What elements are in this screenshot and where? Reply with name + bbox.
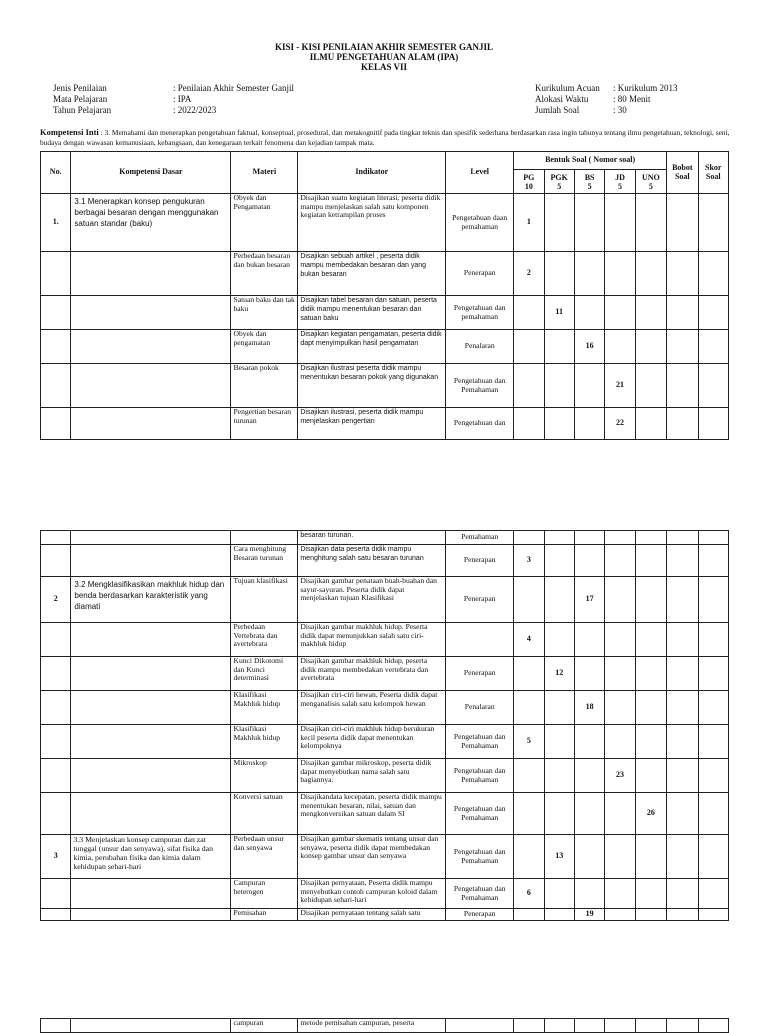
bobot-cell [667, 691, 698, 725]
question-number-uno [635, 725, 666, 759]
question-number-uno [635, 577, 666, 623]
row-number [41, 725, 71, 759]
question-number-bs [574, 725, 604, 759]
question-number-bs [574, 531, 604, 545]
question-number-bs [574, 545, 604, 577]
bobot-cell [667, 725, 698, 759]
col-level: Level [446, 152, 514, 194]
kompetensi-dasar-cell [71, 623, 231, 657]
question-number-bs [574, 793, 604, 835]
row-number [41, 330, 71, 364]
materi-cell: Campuran heterogen [231, 879, 298, 909]
row-number [41, 909, 71, 921]
indikator-cell: Disajikan sebuah artikel , peserta didik mampu membedakan besaran dan yang bukan besaran [298, 252, 446, 296]
materi-cell: Satuan baku dan tak baku [231, 296, 298, 330]
question-number-bs: 19 [574, 909, 604, 921]
question-number-pgk [544, 545, 574, 577]
level-cell [446, 623, 514, 657]
row-number [41, 531, 71, 545]
materi-cell [231, 531, 298, 545]
materi-cell: Tujuan klasifikasi [231, 577, 298, 623]
question-number-pgk [544, 330, 574, 364]
question-number-pg [514, 408, 544, 440]
question-number-pg [514, 531, 544, 545]
type-count: 5 [648, 181, 653, 191]
question-number-pg: 5 [514, 725, 544, 759]
materi-cell: Mikroskop [231, 759, 298, 793]
question-number-uno [635, 623, 666, 657]
skor-cell [698, 657, 728, 691]
question-number-jd [605, 879, 635, 909]
level-cell: Pengetahuan dan Pemahaman [446, 725, 514, 759]
question-number-jd: 21 [605, 364, 635, 408]
bobot-cell [667, 759, 698, 793]
skor-cell [698, 408, 728, 440]
skor-cell [698, 725, 728, 759]
materi-cell: Obyek dan Pengamatan [231, 194, 298, 252]
row-number [41, 364, 71, 408]
question-number-uno [635, 1019, 666, 1033]
skor-cell [698, 879, 728, 909]
col-type-pg [514, 170, 544, 194]
bobot-cell [667, 835, 698, 879]
bobot-cell [667, 194, 698, 252]
question-number-pg: 3 [514, 545, 544, 577]
table-row [41, 835, 729, 879]
bobot-cell [667, 657, 698, 691]
materi-cell: Perbedaan Vertebrata dan avertebrata [231, 623, 298, 657]
document-subject: ILMU PENGETAHUAN ALAM (IPA) [309, 52, 459, 62]
kompetensi-inti-label: Kompetensi Inti [40, 127, 99, 137]
materi-cell: Obyek dan pengamatan [231, 330, 298, 364]
level-cell: Pengetahuan dan Pemahaman [446, 759, 514, 793]
level-cell: Penalaran [446, 330, 514, 364]
question-number-bs [574, 1019, 604, 1033]
question-number-jd [605, 296, 635, 330]
question-number-pgk [544, 725, 574, 759]
skor-cell [698, 691, 728, 725]
question-number-bs [574, 252, 604, 296]
table-row [41, 330, 729, 364]
skor-cell [698, 330, 728, 364]
indikator-cell: Disajikan ciri-ciri hewan, Peserta didik dapat menganalisis salah satu kelompok hewan [298, 691, 446, 725]
table-body [41, 531, 729, 921]
meta-left [53, 83, 373, 119]
level-cell: Pengetahuan dan Pemahaman [446, 835, 514, 879]
bobot-cell [667, 296, 698, 330]
materi-cell: Konversi satuan [231, 793, 298, 835]
table-row [41, 909, 729, 921]
type-name: PGK [550, 172, 568, 182]
col-indikator: Indikator [298, 152, 446, 194]
question-number-bs [574, 835, 604, 879]
bobot-cell [667, 793, 698, 835]
skor-cell [698, 623, 728, 657]
bobot-cell [667, 531, 698, 545]
materi-cell: Pemisahan [231, 909, 298, 921]
question-number-bs [574, 879, 604, 909]
question-number-pg: 4 [514, 623, 544, 657]
table-row [41, 531, 729, 545]
table-row [41, 194, 729, 252]
skor-cell [698, 577, 728, 623]
table-row [41, 623, 729, 657]
skor-cell [698, 909, 728, 921]
kompetensi-dasar-cell [71, 909, 231, 921]
kompetensi-dasar-cell [71, 330, 231, 364]
question-number-pgk: 12 [544, 657, 574, 691]
question-number-pg: 2 [514, 252, 544, 296]
question-number-jd [605, 577, 635, 623]
question-number-pg [514, 909, 544, 921]
meta-value: : 2022/2023 [173, 105, 217, 115]
question-number-pgk [544, 793, 574, 835]
table-row [41, 545, 729, 577]
question-number-pgk [544, 691, 574, 725]
col-skor-soal: Skor Soal [698, 152, 728, 194]
meta-value: : Penilaian Akhir Semester Ganjil [173, 83, 294, 93]
col-type-uno [635, 170, 666, 194]
bobot-cell [667, 879, 698, 909]
question-number-bs: 18 [574, 691, 604, 725]
indikator-cell: Disajikan ciri-ciri makhluk hidup berukuran kecil peserta didik dapat menentukan kelompoknya [298, 725, 446, 759]
question-number-pgk: 13 [544, 835, 574, 879]
question-number-uno [635, 330, 666, 364]
level-cell: Pengetahuan dan [446, 408, 514, 440]
kompetensi-dasar-cell: 3.2 Mengklasifikasikan makhluk hidup dan benda berdasarkan karakteristik yang diamati [71, 577, 231, 623]
question-number-jd [605, 725, 635, 759]
level-cell: Pemahaman [446, 531, 514, 545]
level-cell: Penerapan [446, 657, 514, 691]
table-row [41, 577, 729, 623]
meta-right [535, 83, 735, 119]
table-row [41, 408, 729, 440]
question-number-jd [605, 657, 635, 691]
bobot-cell [667, 330, 698, 364]
question-number-pg [514, 835, 544, 879]
question-number-pgk [544, 879, 574, 909]
table-row [41, 793, 729, 835]
materi-cell: Perbedaan unsur dan senyawa [231, 835, 298, 879]
level-cell: Penerapan [446, 577, 514, 623]
indikator-cell: Disajikan gambar penataan buah-buahan dan sayur-sayuran. Peserta didik dapat menjelaskan tujuan Klasifikasi [298, 577, 446, 623]
question-number-jd [605, 1019, 635, 1033]
question-number-pg: 1 [514, 194, 544, 252]
materi-cell: Besaran pokok [231, 364, 298, 408]
skor-cell [698, 545, 728, 577]
level-cell: Pengetahuan dan pemahaman [446, 296, 514, 330]
row-number: 2 [41, 577, 71, 623]
question-number-pg [514, 657, 544, 691]
meta-value: : Kurikulum 2013 [613, 83, 678, 93]
level-cell: Pengetahuan dan Pemahaman [446, 793, 514, 835]
table-row [41, 1019, 729, 1033]
question-number-pg [514, 1019, 544, 1033]
kompetensi-dasar-cell [71, 879, 231, 909]
type-name: UNO [642, 172, 660, 182]
question-number-bs: 16 [574, 330, 604, 364]
bobot-cell [667, 408, 698, 440]
indikator-cell: Disajikan suatu kegiatan literasi, peserta didik mampu menjelaskan salah satu komponen kegiatan ketrampilan proses [298, 194, 446, 252]
question-number-pgk [544, 759, 574, 793]
question-number-pg [514, 330, 544, 364]
question-number-uno [635, 408, 666, 440]
skor-cell [698, 194, 728, 252]
meta-key: Jenis Penilaian [53, 83, 107, 93]
table-row [41, 759, 729, 793]
question-number-uno [635, 252, 666, 296]
kompetensi-dasar-cell: 3.3 Menjelaskan konsep campuran dan zat tunggal (unsur dan senyawa), sifat fisika dan kimia, perubahan fisika dan kimia dalam kehidupan sehari-hari [71, 835, 231, 879]
table-row [41, 364, 729, 408]
question-number-uno [635, 759, 666, 793]
question-number-jd [605, 194, 635, 252]
materi-cell: Cara menghitung Besaran turunan [231, 545, 298, 577]
question-number-bs [574, 657, 604, 691]
bobot-cell [667, 545, 698, 577]
bobot-cell [667, 623, 698, 657]
skor-cell [698, 759, 728, 793]
col-type-jd [605, 170, 635, 194]
question-number-pgk [544, 623, 574, 657]
level-cell: Pengetahuan dan Pemahaman [446, 364, 514, 408]
indikator-cell: metode pemisahan campuran, peserta [298, 1019, 446, 1033]
row-number [41, 545, 71, 577]
row-number [41, 691, 71, 725]
question-number-pg [514, 364, 544, 408]
question-number-bs [574, 623, 604, 657]
question-number-pg [514, 296, 544, 330]
meta-value: : 80 Menit [613, 94, 651, 104]
row-number [41, 623, 71, 657]
type-count: 5 [587, 181, 592, 191]
kompetensi-dasar-cell [71, 725, 231, 759]
question-number-uno [635, 194, 666, 252]
question-number-pg [514, 759, 544, 793]
question-number-bs [574, 364, 604, 408]
kisi-table-page2 [40, 530, 729, 921]
document-class: KELAS VII [360, 62, 408, 72]
level-cell: Penerapan [446, 909, 514, 921]
skor-cell [698, 835, 728, 879]
col-kompetensi-dasar: Kompetensi Dasar [71, 152, 231, 194]
col-bobot-soal: Bobot Soal [667, 152, 698, 194]
kompetensi-dasar-cell [71, 657, 231, 691]
question-number-uno [635, 364, 666, 408]
indikator-cell: Disajikan gambar makhluk hidup, peserta didik mampu membedakan vertebrata dan avertebrata [298, 657, 446, 691]
table-body [41, 194, 729, 440]
question-number-uno [635, 909, 666, 921]
question-number-jd: 23 [605, 759, 635, 793]
table-row [41, 691, 729, 725]
question-number-pgk [544, 1019, 574, 1033]
level-cell: Penerapan [446, 252, 514, 296]
question-number-pg [514, 793, 544, 835]
kompetensi-dasar-cell [71, 793, 231, 835]
materi-cell: Klasifikasi Makhluk hidup [231, 691, 298, 725]
row-number [41, 252, 71, 296]
table-row [41, 657, 729, 691]
question-number-pgk [544, 909, 574, 921]
kompetensi-dasar-cell [71, 1019, 231, 1033]
question-number-uno [635, 835, 666, 879]
indikator-cell: Disajikan pernyataan, Peserta didik mampu menyebutkan contoh campuran koloid dalam kehidupan sehari-hari [298, 879, 446, 909]
meta-value: : 30 [613, 105, 627, 115]
indikator-cell: Disajikan tabel besaran dan satuan, peserta didik mampu menentukan besaran dan satuan baku [298, 296, 446, 330]
bobot-cell [667, 577, 698, 623]
question-number-jd [605, 835, 635, 879]
bobot-cell [667, 364, 698, 408]
question-number-jd [605, 623, 635, 657]
question-number-uno [635, 879, 666, 909]
indikator-cell: Disajikan pernyataan tentang salah satu [298, 909, 446, 921]
indikator-cell: Disajikan ilustrasi, peserta didik mampu menjelaskan pengertian [298, 408, 446, 440]
question-number-bs [574, 408, 604, 440]
question-number-pgk [544, 252, 574, 296]
question-number-pgk [544, 194, 574, 252]
question-number-pgk [544, 577, 574, 623]
indikator-cell: Disajikan gambar makhluk hidup. Peserta didik dapat menunjukkan salah satu ciri-makhluk hidup [298, 623, 446, 657]
document-title: KISI - KISI PENILAIAN AKHIR SEMESTER GANJIL [274, 42, 494, 52]
skor-cell [698, 296, 728, 330]
type-name: BS [584, 172, 595, 182]
type-count: 5 [617, 181, 622, 191]
kisi-table-page3 [40, 1018, 729, 1033]
table-row [41, 725, 729, 759]
question-number-pg [514, 691, 544, 725]
kisi-table-page1 [40, 151, 729, 440]
question-number-pgk: 11 [544, 296, 574, 330]
skor-cell [698, 531, 728, 545]
row-number [41, 408, 71, 440]
indikator-cell: Disajikandata kecepatan, peserta didik mampu menentukan besaran, nilai, satuan dan mengkonversikan satuan dalam SI [298, 793, 446, 835]
table-row [41, 879, 729, 909]
col-no: No. [41, 152, 71, 194]
materi-cell: Klasifikasi Makhluk hidup [231, 725, 298, 759]
question-number-jd [605, 252, 635, 296]
kompetensi-dasar-cell [71, 759, 231, 793]
indikator-cell: besaran turunan. [298, 531, 446, 545]
kompetensi-dasar-cell [71, 364, 231, 408]
question-number-bs: 17 [574, 577, 604, 623]
col-bentuk-soal: Bentuk Soal ( Nomor soal) [514, 152, 667, 170]
meta-value: : IPA [173, 94, 192, 104]
bobot-cell [667, 1019, 698, 1033]
indikator-cell: Disajikan gambar mikroskop, peserta didik dapat menyebutkan nama salah satu bagiannya. [298, 759, 446, 793]
question-number-bs [574, 194, 604, 252]
row-number [41, 759, 71, 793]
question-number-uno [635, 296, 666, 330]
question-number-pgk [544, 408, 574, 440]
type-count: 10 [524, 181, 533, 191]
question-number-uno: 26 [635, 793, 666, 835]
question-number-uno [635, 545, 666, 577]
skor-cell [698, 1019, 728, 1033]
materi-cell: Perbedaan besaran dan bukan besaran [231, 252, 298, 296]
meta-key: Jumlah Soal [535, 105, 580, 115]
table-row [41, 296, 729, 330]
question-number-uno [635, 531, 666, 545]
question-number-jd [605, 531, 635, 545]
question-number-jd: 22 [605, 408, 635, 440]
meta-key: Kurikulum Acuan [535, 83, 600, 93]
level-cell: Penerapan [446, 545, 514, 577]
kompetensi-inti [40, 127, 732, 148]
skor-cell [698, 252, 728, 296]
col-type-pgk [544, 170, 574, 194]
row-number [41, 793, 71, 835]
row-number [41, 1019, 71, 1033]
meta-key: Tahun Pelajaran [53, 105, 112, 115]
table-row [41, 252, 729, 296]
col-materi: Materi [231, 152, 298, 194]
row-number [41, 296, 71, 330]
kompetensi-dasar-cell [71, 408, 231, 440]
question-number-jd [605, 330, 635, 364]
indikator-cell: Disajikan ilustrasi peserta didik mampu menentukan besaran pokok yang digunakan [298, 364, 446, 408]
row-number [41, 879, 71, 909]
kompetensi-inti-text: : 3. Memahami dan menerapkan pengetahuan faktual, konseptual, prosedural, dan metakognitif pada tingkat teknis dan spesifik sederhana berdasarkan rasa ingin tahunya tentang ilmu pengetahuan, teknologi, seni, budaya dengan wawasan kemanusiaan, kebangsaan, dan kenegaraan terkait fenomena dan kejadian tampak mata. [40, 128, 730, 147]
level-cell: Penalaran [446, 691, 514, 725]
question-number-jd [605, 793, 635, 835]
question-number-pgk [544, 364, 574, 408]
kompetensi-dasar-cell [71, 545, 231, 577]
level-cell [446, 1019, 514, 1033]
question-number-jd [605, 545, 635, 577]
question-number-pgk [544, 531, 574, 545]
bobot-cell [667, 909, 698, 921]
kompetensi-dasar-cell [71, 252, 231, 296]
question-number-uno [635, 691, 666, 725]
kompetensi-dasar-cell [71, 531, 231, 545]
materi-cell: campuran [231, 1019, 298, 1033]
materi-cell: Kunci Dikotomi dan Kunci determinasi [231, 657, 298, 691]
kompetensi-dasar-cell [71, 296, 231, 330]
meta-key: Mata Pelajaran [53, 94, 108, 104]
question-number-bs [574, 296, 604, 330]
bobot-cell [667, 252, 698, 296]
level-cell: Pengetahuan daan pemahaman [446, 194, 514, 252]
row-number [41, 657, 71, 691]
question-number-pg [514, 577, 544, 623]
question-number-pg: 6 [514, 879, 544, 909]
col-type-bs [574, 170, 604, 194]
type-count: 5 [557, 181, 562, 191]
question-number-uno [635, 657, 666, 691]
type-name: JD [615, 172, 625, 182]
table-body [41, 1019, 729, 1033]
meta-key: Alokasi Waktu [535, 94, 589, 104]
question-number-jd [605, 909, 635, 921]
row-number: 1. [41, 194, 71, 252]
kompetensi-dasar-cell: 3.1 Menerapkan konsep pengukuran berbagai besaran dengan menggunakan satuan standar (baku) [71, 194, 231, 252]
level-cell: Pengetahuan dan Pemahaman [446, 879, 514, 909]
indikator-cell: Disajikan gambar skematis tentang unsur dan senyawa, peserta didik dapat membedakan konsep gambar unsur dan senyawa [298, 835, 446, 879]
row-number: 3 [41, 835, 71, 879]
skor-cell [698, 793, 728, 835]
question-number-jd [605, 691, 635, 725]
indikator-cell: Disajikan data peserta didik mampu menghitung salah satu besaran turunan [298, 545, 446, 577]
question-number-bs [574, 759, 604, 793]
skor-cell [698, 364, 728, 408]
type-name: PG [523, 172, 535, 182]
indikator-cell: Disajikan kegiatan pengamatan, peserta didik dapt menyimpulkan hasil pengamatan [298, 330, 446, 364]
kompetensi-dasar-cell [71, 691, 231, 725]
materi-cell: Pengertian besaran turunan [231, 408, 298, 440]
